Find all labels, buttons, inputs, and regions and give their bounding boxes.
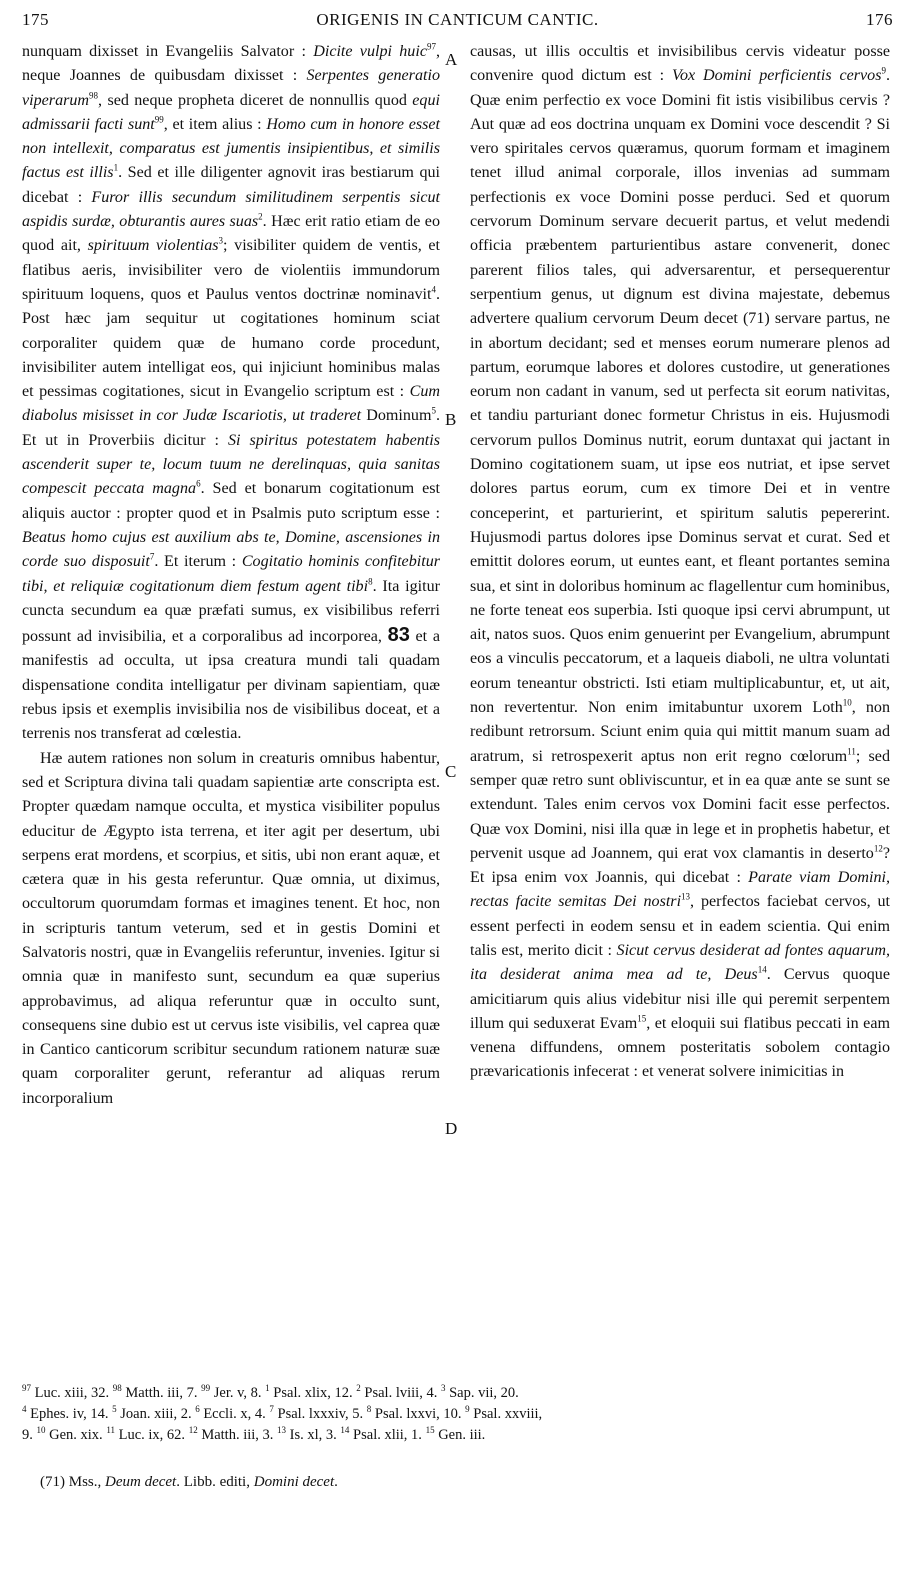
footnote-ref: 1 bbox=[113, 163, 119, 174]
text-run: Psal. lxxvi, 10. bbox=[371, 1406, 466, 1422]
italic-quote: Serpentes generatio viperarum bbox=[22, 67, 440, 109]
italic-quote: Parate viam Domini, rectas facite semitas Dei nostri bbox=[470, 869, 890, 911]
paragraph bbox=[22, 747, 440, 1111]
right-column bbox=[470, 40, 890, 1085]
italic-quote: Sicut cervus desiderat ad fontes aquarum, ita desiderat anima mea ad te, Deus bbox=[470, 941, 890, 984]
text-run: ; visibiliter quidem de ventis, et flatibus aeris, invisibiliter vero de violentiis immundorum spirituum loquens, quos et Paulus ventos doctrinæ nominavit bbox=[22, 237, 441, 303]
text-run: ; sed semper quæ retro sunt obliviscuntur, et in ea quæ ante se sunt se extendunt. Tales enim cervos vox Domini facit esse perfectos. Quæ vox Domini, nisi illa quæ in lege et in prophetis habetur, et pervenit usque ad Joannem, qui erat vox clamantis in deserto bbox=[470, 747, 891, 862]
footnote-ref: 14 bbox=[757, 964, 767, 975]
text-run: , neque Joannes de quibusdam dixisset : bbox=[22, 43, 440, 85]
text-run: Eccli. x, 4. bbox=[199, 1406, 270, 1422]
footnote-ref: 4 bbox=[431, 284, 436, 295]
footnote-ref: 10 bbox=[842, 697, 852, 708]
text-run: Hæ autem rationes non solum in creaturis omnibus habentur, sed et Scriptura divina tali quadam sapientiæ arte conscripta est. Propter quædam namque occulta, et mystica visibiliter populus educitur de Ægypto ista terrena, et iter agit per desertum, ubi serpens erat mordens, et scorpius, et sitis, ubi non erant aquæ, et cætera quæ in his gesta referuntur. Quæ omnia, ut diximus, occultorum quorumdam formas et imagines tenent. Et hoc, non in scripturis tantum veterum, sed et in gestis Domini et Salvatoris nostri, quæ in Evangeliis referuntur, invenies. Igitur si omnia quæ in manifesto sunt, secundum ea quæ superius approbavimus, ad aliqua referuntur quæ in occulto sunt, consequens sine dubio est ut cervus iste visibilis, vel caprea quæ in Cantico canticorum scribitur secundum rationem naturæ suæ quam corporaliter gerunt, referantur ad aliquas rerum incorporalium bbox=[22, 749, 440, 1107]
italic-quote: Vox Domini perficientis cervos bbox=[671, 67, 882, 85]
italic-quote: Si spiritus potestatem habentis ascenderit super te, locum tuum ne derelinquas, quia sanitas compescit peccata magna bbox=[22, 431, 440, 498]
footnote-ref: 10 bbox=[36, 1425, 46, 1436]
text-run: Psal. lxxxiv, 5. bbox=[273, 1406, 367, 1422]
footnote-ref: 98 bbox=[89, 90, 99, 101]
italic-quote: Furor illis secundum similitudinem serpentis sicut aspidis surdæ, obturantis aures suas bbox=[22, 188, 441, 231]
text-run: . Quæ enim perfectio ex voce Domini fit istis visibilibus cervis ? Aut quæ ad eos doctrina unquam ex Domini voce descendit ? Si vero spiritales cervos quæramus, quorum formam et imaginem tenet illud animal corporale, illos invenias ad summam perfectionis ex voce Domini posse perduci. Sed et quorum cervorum Dominum servare decuerit partus, et velut medendi officia præbentem parturientibus astare convenerit, donec parerent filios tales, qui adversarentur, et persequerentur serpentium genus, ut dignum est divina majestate, debemus advertere qualium cervorum Deum decet (71) servare partus, ne in abortum decidant; sed et menses eorum numerare plenos ad partum, eorumque labores et dolores custodire, ut generationes eorum non cadant in vanum, sed ut perfecta sit eorum nativitas, et tandiu parturiant donec formetur Christus in eis. Hujusmodi cervorum pullos Dominus nutrit, eorum duntaxat qui jactant in Domino cogitationem suam, ut ipse eos nutriat, et ipse servet dolores partus eorum, cum ex timore Dei et in ventre conceperint, et parturierint, et spiritum salutis pepererint. Hujusmodi partus dolores ipse Dominus servat et curat. Sed et emittit dolores eorum, ut euntes eant, et fleant portantes semina sua, et sint in doloribus hominum ac flagellentur cum hominibus, ne forte teneat eos superbia. Isti quoque ipsi cervi abrumpunt, ut ait, natos suos. Quos enim genuerint per Evangelium, abrumpunt eos a vinculis peccatorum, et a laqueis diaboli, ne ultra voluntati eorum teneantur obstricti. Isti etiam multiplicabuntur, et, ut ait, non revertentur. Non enim imitabuntur uxorem Loth bbox=[470, 67, 890, 717]
footnote-ref: 8 bbox=[368, 576, 373, 587]
italic-quote: Dicite vulpi huic bbox=[313, 43, 427, 60]
italic-quote: Cogitatio hominis confitebitur tibi, et reliquiæ cogitationum diem festum agent tibi bbox=[22, 553, 441, 595]
footnote-ref: 13 bbox=[277, 1425, 287, 1436]
text-run: Psal. xlii, 1. bbox=[349, 1427, 426, 1443]
text-run: , sed neque propheta diceret de nonnullis quod bbox=[98, 91, 413, 109]
footnote-line bbox=[22, 1425, 890, 1446]
text-run: Psal. xxviii, bbox=[469, 1406, 543, 1422]
text-run: . bbox=[334, 1474, 338, 1490]
footnote-ref: 12 bbox=[188, 1425, 198, 1436]
text-run: Matth. iii, 3. bbox=[197, 1427, 278, 1443]
text-run: 9. bbox=[22, 1427, 37, 1443]
footnote-ref: 8 bbox=[366, 1404, 372, 1415]
footnote-ref: 99 bbox=[154, 114, 164, 125]
footnote-ref: 6 bbox=[196, 478, 201, 489]
italic-quote: spirituum violentias bbox=[87, 237, 219, 255]
footnote-ref: 6 bbox=[195, 1404, 200, 1415]
footnote-ref: 14 bbox=[340, 1425, 350, 1436]
footnote-ref: 15 bbox=[425, 1425, 435, 1436]
text-run: . Ita igitur cuncta secundum ea quæ præfati sumus, ex visibilibus referri possunt ad invisibilia, et a corporalibus ad incorporea, bbox=[22, 577, 441, 646]
paragraph bbox=[22, 40, 440, 747]
footnote-ref: 1 bbox=[265, 1383, 270, 1394]
text-run: Gen. iii. bbox=[434, 1427, 486, 1443]
italic-quote: Cum diabolus misisset in cor Judæ Iscariotis, ut traderet bbox=[22, 383, 440, 425]
italic-quote: Domini decet bbox=[253, 1474, 335, 1490]
footnote-ref: 2 bbox=[356, 1383, 361, 1394]
footnote-ref: 5 bbox=[431, 406, 436, 417]
footnote-ref: 7 bbox=[269, 1404, 274, 1415]
footnote-ref: 4 bbox=[22, 1404, 27, 1415]
text-run: nunquam dixisset in Evangeliis Salvator : bbox=[22, 43, 314, 60]
text-run: . Post hæc jam sequitur ut cogitationes hominum sciat corporaliter quidem quæ de humano corde procedunt, invisibiliter autem intelligat eos, qui injiciunt hominibus malas et pessimas cogitationes, sicut in Evangelio scriptum est : bbox=[22, 285, 440, 401]
text-run: , et eloquii sui flatibus peccati in eam venena diffundens, omnem posteritatis sobolem contagio prævaricationis infecerat : et venerat solvere inimicitias in bbox=[470, 1014, 890, 1081]
editorial-note bbox=[40, 1472, 338, 1493]
section-marker-d: D bbox=[445, 1119, 458, 1138]
text-run: Psal. xlix, 12. bbox=[269, 1385, 357, 1401]
italic-quote: Deum decet bbox=[105, 1474, 177, 1490]
text-run: Gen. xix. bbox=[45, 1427, 107, 1443]
footnote-ref: 97 bbox=[22, 1383, 31, 1394]
page-number-right: 176 bbox=[866, 10, 893, 29]
footnote-ref: 2 bbox=[258, 211, 263, 222]
text-run: . Hæc erit ratio etiam de eo quod ait, bbox=[22, 213, 440, 255]
section-marker-c: C bbox=[445, 762, 457, 781]
text-run: Sap. vii, 20. bbox=[445, 1385, 519, 1401]
footnote-line bbox=[22, 1383, 890, 1404]
footnote-ref: 3 bbox=[440, 1383, 446, 1394]
text-run: Is. xl, 3. bbox=[286, 1427, 341, 1443]
footnote-ref: 13 bbox=[681, 892, 691, 903]
italic-quote: equi admissarii facti sunt bbox=[22, 91, 440, 133]
text-run: Psal. lviii, 4. bbox=[360, 1385, 441, 1401]
text-run: . Sed et bonarum cogitationum est aliquis auctor : propter quod et in Psalmis puto scriptum esse : bbox=[22, 480, 440, 522]
text-run: , perfectos faciebat cervos, ut essent perfecti in eodem sensu et in eadem scientia. Qui enim talis est, merito dicit : bbox=[470, 893, 890, 959]
text-run: . Sed et ille diligenter agnovit iras bestiarum qui dicebat : bbox=[22, 164, 441, 206]
text-run: . Libb. editi, bbox=[176, 1474, 254, 1490]
text-run: causas, ut illis occultis et invisibilibus cervis videatur posse convenire quod dictum est : bbox=[470, 43, 890, 85]
italic-quote: Homo cum in honore esset non intellexit, comparatus est jumentis insipientibus, et similis factus est illis bbox=[22, 115, 440, 182]
footnote-ref: 99 bbox=[201, 1383, 211, 1394]
footnote-ref: 5 bbox=[112, 1404, 117, 1415]
footnote-ref: 97 bbox=[426, 41, 436, 52]
text-run: Jer. v, 8. bbox=[210, 1385, 266, 1401]
footnote-ref: 9 bbox=[465, 1404, 470, 1415]
text-run: Dominum bbox=[361, 407, 432, 425]
text-run: . Et ut in Proverbiis dicitur : bbox=[22, 407, 441, 449]
text-run: . Cervus quoque amicitiarum quis alius videbitur nisi ille qui peremit serpentem illum qui seduxerat Evam bbox=[470, 966, 890, 1032]
text-run: Luc. ix, 62. bbox=[114, 1427, 189, 1443]
page-header bbox=[22, 4, 893, 34]
text-run: , et item alius : bbox=[163, 115, 267, 133]
running-title: ORIGENIS IN CANTICUM CANTIC. bbox=[316, 10, 599, 29]
italic-quote: Beatus homo cujus est auxilium abs te, Domine, ascensiones in corde suo disposuit bbox=[22, 528, 440, 571]
section-marker-a: A bbox=[445, 50, 458, 69]
left-column bbox=[22, 40, 440, 1111]
footnote-ref: 11 bbox=[106, 1425, 115, 1436]
section-marker-b: B bbox=[445, 410, 457, 429]
column-number: 83 bbox=[387, 624, 410, 647]
footnote-ref: 98 bbox=[112, 1383, 122, 1394]
text-run: ? Et ipsa enim vox Joannis, qui dicebat : bbox=[470, 844, 890, 887]
text-run: Matth. iii, 7. bbox=[121, 1385, 202, 1401]
text-run: (71) Mss., bbox=[40, 1474, 106, 1490]
page-number-left: 175 bbox=[22, 10, 49, 29]
text-run: Joan. xiii, 2. bbox=[116, 1406, 196, 1422]
text-run: , non redibunt retrorsum. Sciunt enim quia qui mittit manum suam ad aratrum, si retrospexerit aptus non erit regno cœlorum bbox=[470, 699, 891, 765]
footnote-ref: 9 bbox=[881, 65, 886, 76]
footnote-line bbox=[22, 1404, 890, 1425]
footnote-ref: 15 bbox=[637, 1013, 647, 1024]
text-run: . Et iterum : bbox=[154, 553, 242, 571]
text-run: Luc. xiii, 32. bbox=[31, 1385, 113, 1401]
footnote-ref: 12 bbox=[873, 843, 883, 854]
footnote-ref: 11 bbox=[847, 746, 856, 757]
footnote-ref: 7 bbox=[149, 551, 155, 562]
footnote-ref: 3 bbox=[218, 236, 224, 247]
text-run: et a manifestis ad occulta, ut ipsa creatura mundi tali quadam dispensatione condita intelligatur per divinam sapientiam, quæ rebus ipsis et exemplis invisibilia nos de visibilibus doceat, et a terrenis nos transferat ad cœlestia. bbox=[22, 628, 440, 743]
text-run: Ephes. iv, 14. bbox=[26, 1406, 113, 1422]
paragraph bbox=[470, 40, 890, 1085]
